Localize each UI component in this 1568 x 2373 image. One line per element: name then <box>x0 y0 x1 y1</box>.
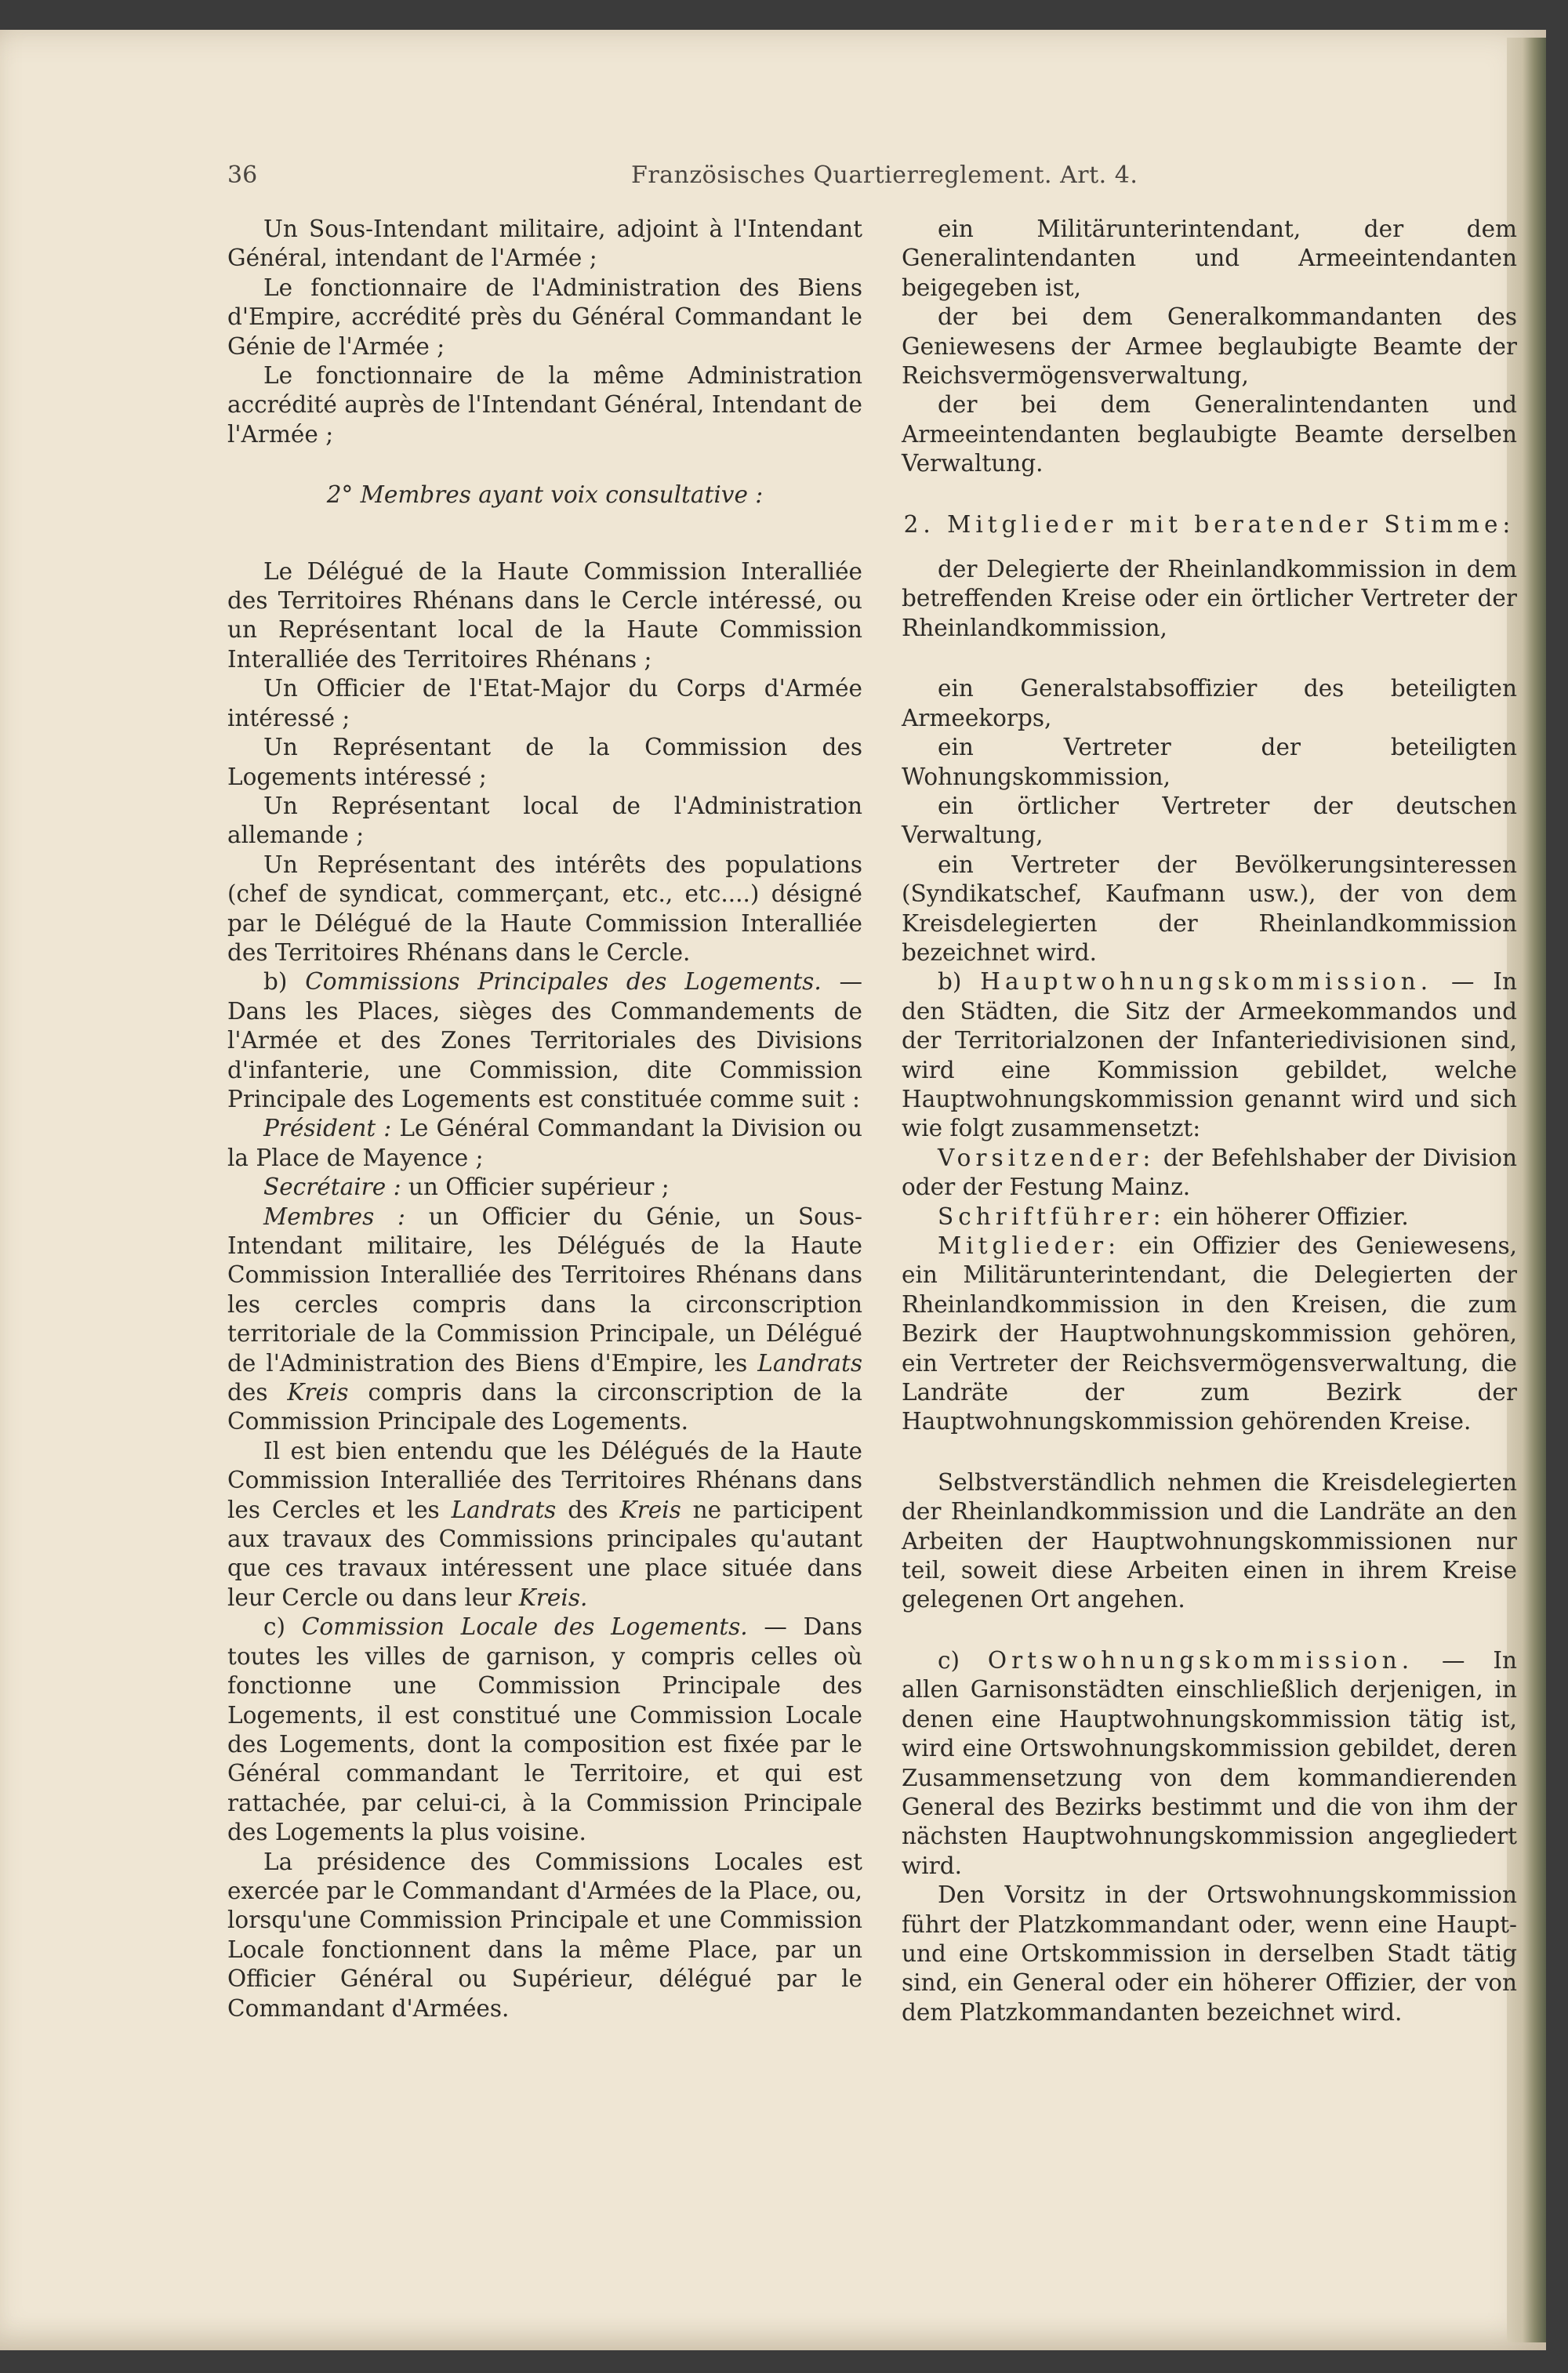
french-column <box>227 215 862 2023</box>
schriftfuehrer-line: Schriftführer: ein höherer Offizier. <box>938 1203 1409 1230</box>
section-c: c) Ortswohnungskommission. — In allen Garnisonstädten einschließlich derjenigen, in denen eine Hauptwohnungskommission tätig ist, wird eine Ortswohnungskommission gebildet, deren Zusammensetzung von dem kommandierenden General des Bezirks bestimmt und die von ihm der nächsten Hauptwohnungskommission angegliedert wird. <box>902 1646 1517 1879</box>
paragraph: La présidence des Commissions Locales est exercée par le Commandant d'Armées de la Place, ou, lorsqu'une Commission Principale et une Commission Locale fonctionnent dans la même Place, par un Officier Général ou Supérieur, délégué par le Commandant d'Armées. <box>227 1848 862 2022</box>
paragraph: Selbstverständlich nehmen die Kreisdelegierten der Rheinlandkommission und die Landräte an den Arbeiten der Hauptwohnungskommissionen nur teil, soweit diese Arbeiten einen in ihrem Kreise gelegenen Ort angehen. <box>902 1468 1517 1613</box>
section-title: Hauptwohnungskommission. <box>980 968 1433 996</box>
german-column <box>902 215 1517 2027</box>
section-c: c) Commission Locale des Logements. — Dans toutes les villes de garnison, y compris celles où fonctionne une Commission Principale des Logements, il est constitué une Commission Locale des Logements, dont la composition est fixée par le Général commandant le Territoire, et qui est rattachée, par celui-ci, à la Commission Principale des Logements la plus voisine. <box>227 1613 862 1846</box>
paragraph: der bei dem Generalintendanten und Armeeintendanten beglaubigte Beamte derselben Verwaltung. <box>902 391 1517 477</box>
paragraph: Un Représentant local de l'Administration allemande ; <box>227 792 862 849</box>
paragraph: Un Officier de l'Etat-Major du Corps d'Armée intéressé ; <box>227 675 862 731</box>
running-title: Französisches Quartierreglement. Art. 4. <box>631 161 1138 189</box>
paragraph: der bei dem Generalkommandanten des Geniewesens der Armee beglaubigte Beamte der Reichsvermögensverwaltung, <box>902 303 1517 390</box>
section-title: Commission Locale des Logements. <box>301 1613 748 1641</box>
mitglieder-line: Mitglieder: ein Offizier des Geniewesens, ein Militärunterintendant, die Delegierten der Rheinlandkommission in den Kreisen, die zum Bezirk der Hauptwohnungskommission gehören, ein Vertreter der Reichsvermögensverwaltung, die Landräte der zum Bezirk der Hauptwohnungskommission gehörenden Kreise. <box>902 1232 1517 1435</box>
page-header <box>0 138 1546 189</box>
section-heading: 2. Mitglieder mit beratender Stimme: <box>903 510 1515 538</box>
membres-line: Membres : un Officier du Génie, un Sous-Intendant militaire, les Délégués de la Haute Commission Interalliée des Territoires Rhénans dans les cercles compris dans la circonscription territoriale de la Commission Principale, un Délégué de l'Administration des Biens d'Empire, les Landrats des Kreis compris dans la circonscription de la Commission Principale des Logements. <box>227 1203 863 1435</box>
paragraph: Un Sous-Intendant militaire, adjoint à l'Intendant Général, intendant de l'Armée ; <box>227 216 862 272</box>
paragraph: Le fonctionnaire de la même Administration accrédité auprès de l'Intendant Général, Intendant de l'Armée ; <box>227 362 862 448</box>
page-number: 36 <box>227 161 258 189</box>
paragraph: Le Délégué de la Haute Commission Interalliée des Territoires Rhénans dans le Cercle intéressé, ou un Représentant local de la Haute Commission Interalliée des Territoires Rhénans ; <box>227 557 862 673</box>
document-page <box>0 30 1546 2350</box>
paragraph: ein örtlicher Vertreter der deutschen Verwaltung, <box>902 792 1517 849</box>
paragraph: der Delegierte der Rheinlandkommission in dem betreffenden Kreise oder ein örtlicher Vertreter der Rheinlandkommission, <box>902 556 1517 641</box>
paragraph: Il est bien entendu que les Délégués de la Haute Commission Interalliée des Territoires Rhénans dans les Cercles et les Landrats des Kreis ne participent aux travaux des Commissions principales qu'autant que ces travaux intéressent une place située dans leur Cercle ou dans leur Kreis. <box>227 1437 862 1611</box>
section-title: Ortswohnungskommission. <box>987 1646 1414 1674</box>
vorsitzender-line: Vorsitzender: der Befehlshaber der Division oder der Festung Mainz. <box>902 1144 1517 1201</box>
section-heading: 2° Membres ayant voix consultative : <box>326 481 764 509</box>
paragraph: ein Militärunterintendant, der dem Generalintendanten und Armeeintendanten beigegeben ist, <box>902 216 1517 301</box>
paragraph: Un Représentant de la Commission des Logements intéressé ; <box>227 734 862 790</box>
paragraph: Un Représentant des intérêts des populations (chef de syndicat, commerçant, etc., etc....) désigné par le Délégué de la Haute Commission Interalliée des Territoires Rhénans dans le Cercle. <box>227 851 862 966</box>
paragraph: Den Vorsitz in der Ortswohnungskommission führt der Platzkommandant oder, wenn eine Haupt- und eine Ortskommission in derselben Stadt tätig sind, ein General oder ein höherer Offizier, der von dem Platzkommandanten bezeichnet wird. <box>902 1881 1517 2026</box>
president-line: Président : Le Général Commandant la Division ou la Place de Mayence ; <box>227 1115 862 1171</box>
section-b: b) Commissions Principales des Logements. — Dans les Places, sièges des Commandements de l'Armée et des Zones Territoriales des Divisions d'infanterie, une Commission, dite Commission Principale des Logements est constituée comme suit : <box>227 968 862 1112</box>
paragraph: ein Vertreter der beteiligten Wohnungskommission, <box>902 734 1517 790</box>
paragraph: ein Vertreter der Bevölkerungsinteressen (Syndikatschef, Kaufmann usw.), der von dem Kreisdelegierten der Rheinlandkommission bezeichnet wird. <box>902 851 1517 966</box>
paragraph: Le fonctionnaire de l'Administration des Biens d'Empire, accrédité près du Général Commandant le Génie de l'Armée ; <box>227 274 862 360</box>
secretaire-line: Secrétaire : un Officier supérieur ; <box>263 1174 670 1201</box>
section-title: Commissions Principales des Logements. <box>305 968 822 996</box>
paragraph: ein Generalstabsoffizier des beteiligten Armeekorps, <box>902 675 1517 731</box>
section-b: b) Hauptwohnungskommission. — In den Städten, die Sitz der Armeekommandos und der Territorialzonen der Infanteriedivisionen sind, wird eine Kommission gebildet, welche Hauptwohnungskommission genannt wird und sich wie folgt zusammensetzt: <box>902 968 1517 1142</box>
